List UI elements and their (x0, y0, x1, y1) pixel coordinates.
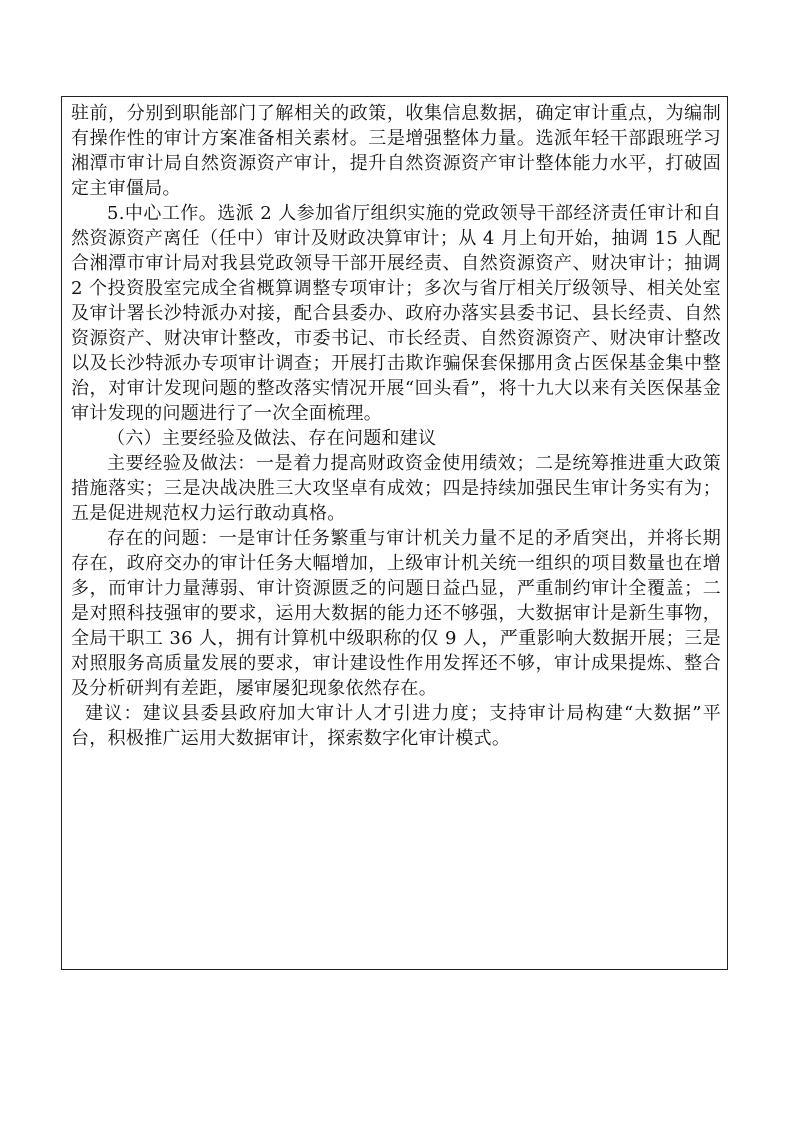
paragraph-continuation: 驻前，分别到职能部门了解相关的政策，收集信息数据，确定审计重点，为编制有操作性的审计方案准备相关素材。三是增强整体力量。选派年轻干部跟班学习湘潭市审计局自然资源资产审计，提升自然资源资产审计整体能力水平，打破固定主审僵局。 (71, 103, 721, 199)
paragraph-central-work: 5.中心工作。选派 2 人参加省厅组织实施的党政领导干部经济责任审计和自然资源资产离任（任中）审计及财政决算审计；从 4 月上旬开始，抽调 15 人配合湘潭市审计局对我县党政领导干部开展经责、自然资源资产、财决审计；抽调 2 个投资股室完成全省概算调整专项审计；多次与省厅相关厅级领导、相关处室及审计署长沙特派办对接，配合县委办、政府办落实县委书记、县长经责、自然资源资产、财决审计整改，市委书记、市长经责、自然资源资产、财决审计整改以及长沙特派办专项审计调查；开展打击欺诈骗保套保挪用贪占医保基金集中整治，对审计发现问题的整改落实情况开展“回头看”，将十九大以来有关医保基金审计发现的问题进行了一次全面梳理。 (71, 203, 721, 424)
paragraph-problems: 存在的问题：一是审计任务繁重与审计机关力量不足的矛盾突出，并将长期存在，政府交办的审计任务大幅增加，上级审计机关统一组织的项目数量也在增多，而审计力量薄弱、审计资源匮乏的问题日益凸显，严重制约审计全覆盖；二是对照科技强审的要求，运用大数据的能力还不够强，大数据审计是新生事物，全局干职工 36 人，拥有计算机中级职称的仅 9 人，严重影响大数据开展；三是对照服务高质量发展的要求，审计建设性作用发挥还不够，审计成果提炼、整合及分析研判有差距，屡审屡犯现象依然存在。 (71, 528, 721, 699)
section-heading-experience: （六）主要经验及做法、存在问题和建议 (107, 428, 437, 449)
document-table-cell (61, 96, 728, 970)
document-body (71, 101, 721, 751)
paragraph-experience: 主要经验及做法：一是着力提高财政资金使用绩效；二是统筹推进重大政策措施落实；三是决战决胜三大攻坚卓有成效；四是持续加强民生审计务实有为；五是促进规范权力运行敢动真格。 (71, 453, 721, 524)
paragraph-suggestions: 建议：建议县委县政府加大审计人才引进力度；支持审计局构建“大数据”平台，积极推广运用大数据审计，探索数字化审计模式。 (71, 703, 721, 749)
